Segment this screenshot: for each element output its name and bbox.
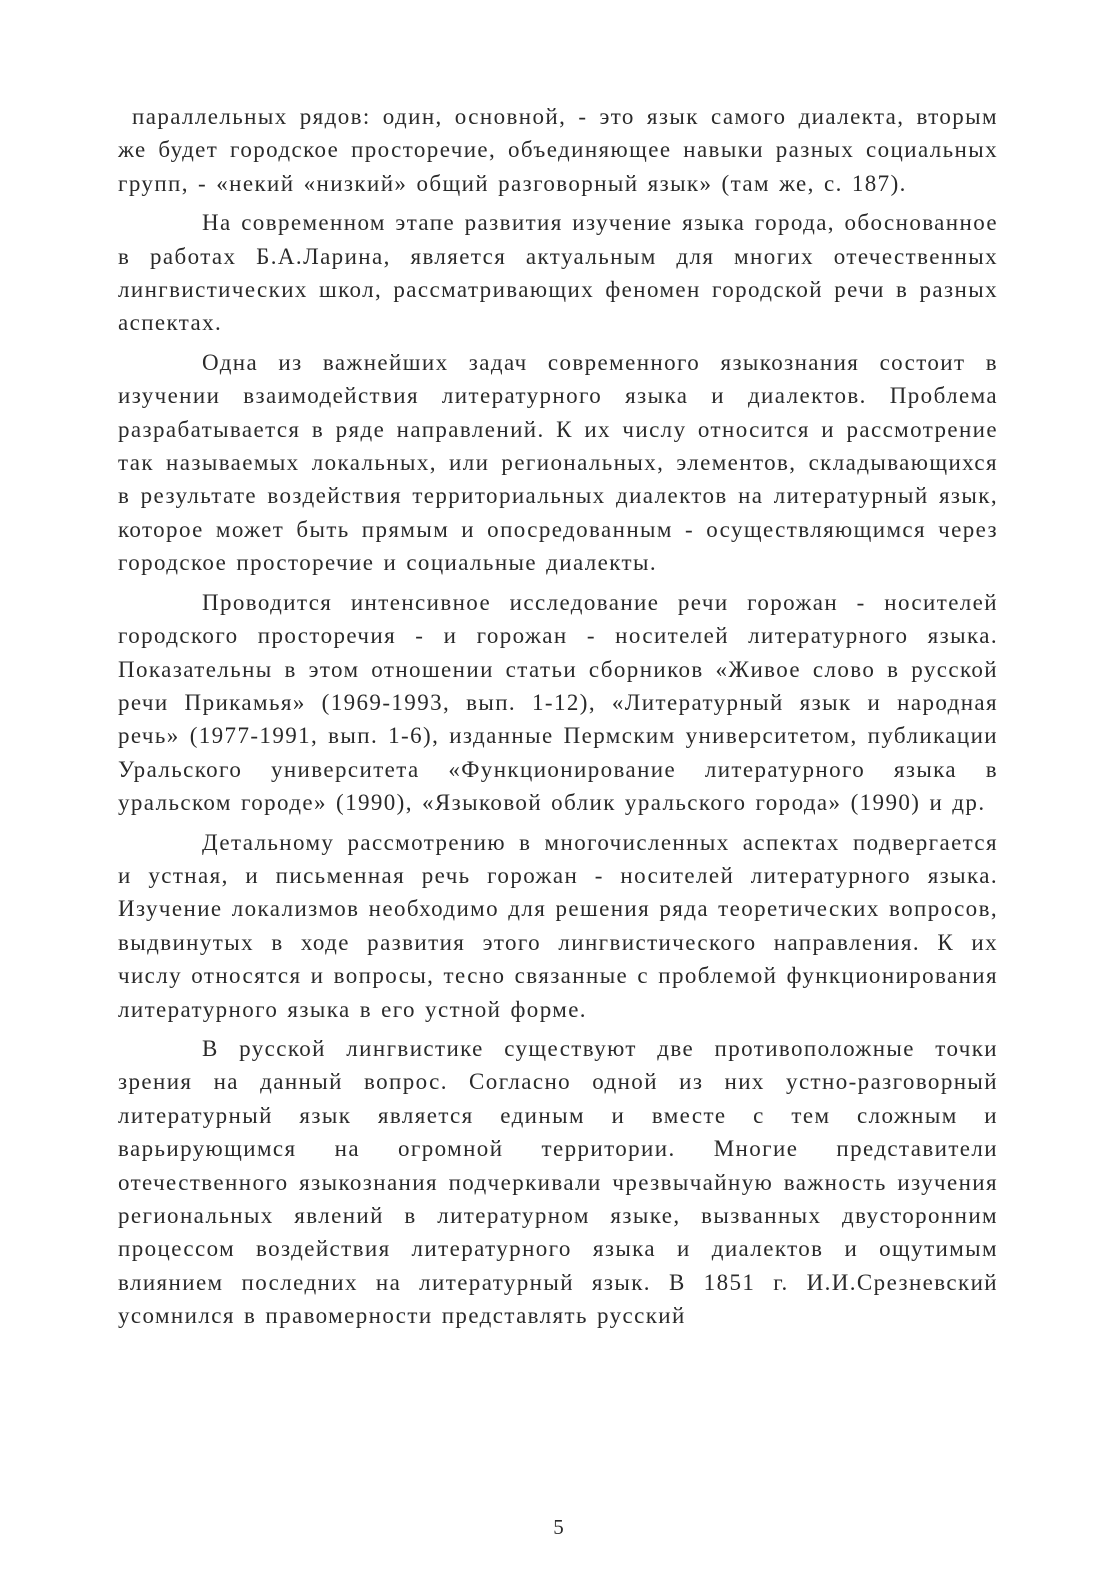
paragraph-1: параллельных рядов: один, основной, - это язык самого диалекта, вторым же будет городское просторечие, объединяющее навыки разных социальных групп, - «некий «низкий» общий разговорный язык» (там же, с. 187). [118, 104, 998, 196]
paragraph-4: Проводится интенсивное исследование речи горожан - носителей городского просторечия - и горожан - носителей литературного языка. Показательны в этом отношении статьи сборников «Живое слово в русской речи Прикамья» (1969-1993, вып. 1-12), «Литературный язык и народная речь» (1977-1991, вып. 1-6), изданные Пермским университетом, публикации Уральского университета «Функционирование литературного языка в уральском городе» (1990), «Языковой облик уральского города» (1990) и др. [118, 589, 998, 816]
body-text [118, 100, 998, 1333]
paragraph-6: В русской лингвистике существуют две противоположные точки зрения на данный вопрос. Согласно одной из них устно-разговорный литературный язык является единым и вместе с тем сложным и варьирующимся на огромной территории. Многие представители отечественного языкознания подчеркивали чрезвычайную важность изучения региональных явлений в литературном языке, вызванных двусторонним процессом воздействия литературного языка и диалектов и ощутимым влиянием последних на литературный язык. В 1851 г. И.И.Срезневский усомнился в правомерности представлять русский [118, 1035, 998, 1329]
paragraph-2: На современном этапе развития изучение языка города, обоснованное в работах Б.А.Ларина, является актуальным для многих отечественных лингвистических школ, рассматривающих феномен городской речи в разных аспектах. [118, 210, 998, 336]
paragraph-3: Одна из важнейших задач современного языкознания состоит в изучении взаимодействия литературного языка и диалектов. Проблема разрабатывается в ряде направлений. К их числу относится и рассмотрение так называемых локальных, или региональных, элементов, складывающихся в результате воздействия территориальных диалектов на литературный язык, которое может быть прямым и опосредованным - осуществляющимся через городское просторечие и социальные диалекты. [118, 349, 998, 576]
paragraph-5: Детальному рассмотрению в многочисленных аспектах подвергается и устная, и письменная речь горожан - носителей литературного языка. Изучение локализмов необходимо для решения ряда теоретических вопросов, выдвинутых в ходе развития этого лингвистического направления. К их числу относятся и вопросы, тесно связанные с проблемой функционирования литературного языка в его устной форме. [118, 829, 998, 1022]
page-number: 5 [553, 1515, 564, 1539]
